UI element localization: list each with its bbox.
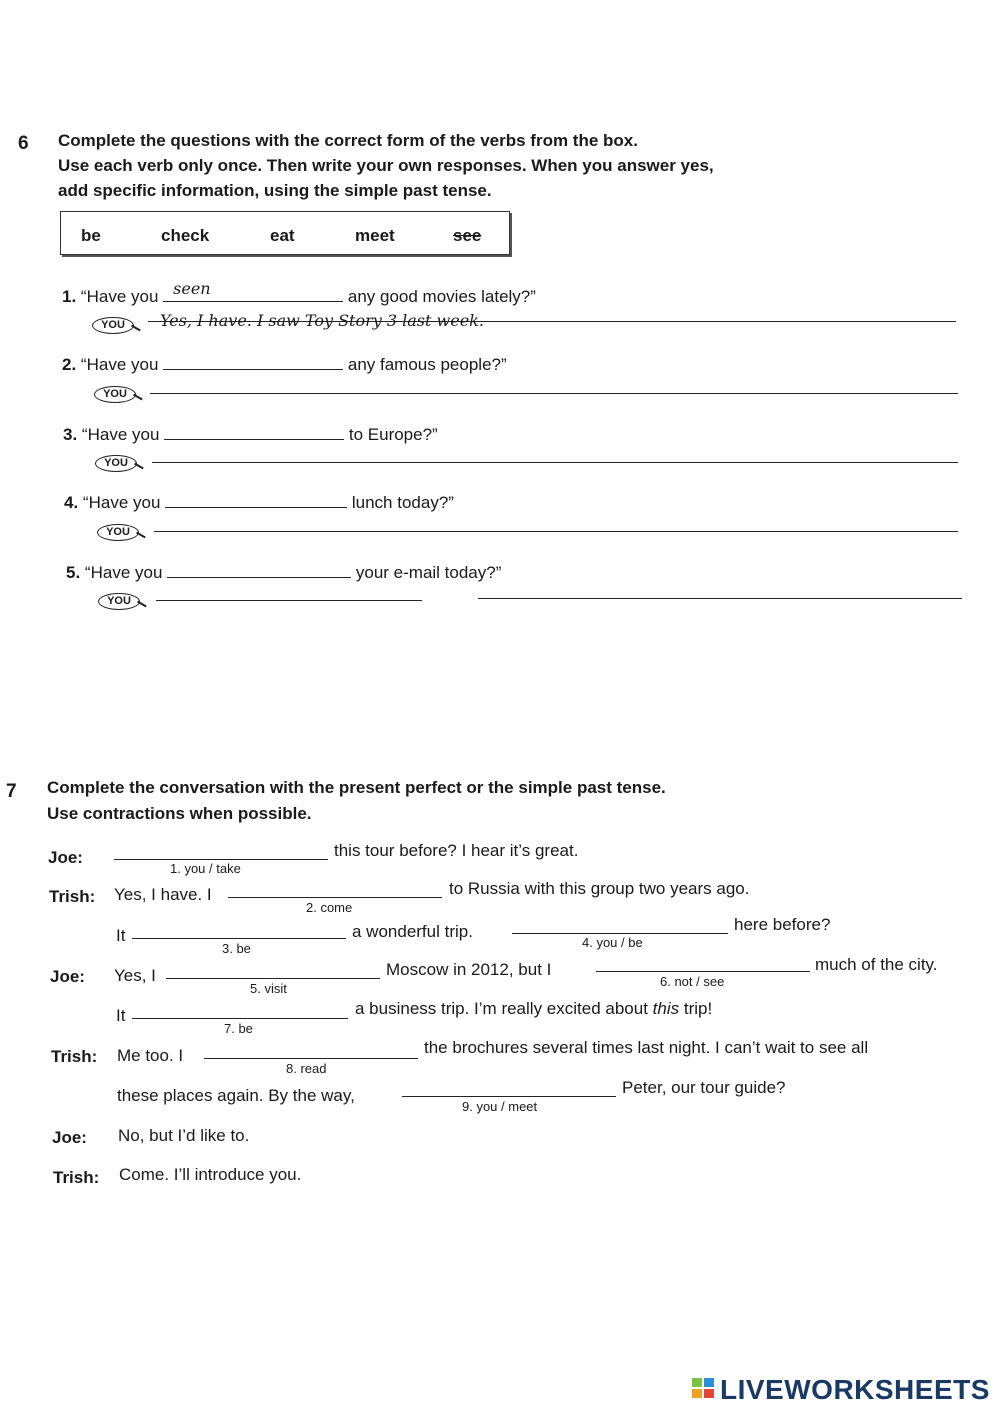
exercise-6-instruction-3: add specific information, using the simple past tense. bbox=[58, 181, 492, 200]
line-2-before: Yes, I have. I bbox=[114, 885, 212, 904]
question-4-blank[interactable] bbox=[165, 491, 347, 508]
line-5-after-b: trip! bbox=[679, 999, 713, 1018]
hint-8: 8. read bbox=[286, 1061, 327, 1076]
question-5-suffix: your e-mail today?” bbox=[355, 563, 502, 582]
line-7-before: these places again. By the way, bbox=[117, 1086, 355, 1105]
exercise-6-number: 6 bbox=[18, 133, 29, 154]
response-4-line[interactable] bbox=[154, 531, 958, 532]
line-1-text: this tour before? I hear it’s great. bbox=[334, 841, 579, 860]
blank-4[interactable] bbox=[512, 933, 728, 934]
speaker-joe-2: Joe: bbox=[50, 967, 85, 986]
line-5-after-a: a business trip. I’m really excited about bbox=[355, 999, 653, 1018]
you-badge-4: YOU bbox=[97, 524, 139, 541]
hint-7: 7. be bbox=[224, 1021, 253, 1036]
blank-7[interactable] bbox=[132, 1018, 348, 1019]
you-badge-2: YOU bbox=[94, 386, 136, 403]
speaker-trish-1: Trish: bbox=[49, 887, 96, 906]
line-5-emphasis: this bbox=[652, 999, 680, 1018]
question-1-prefix: “Have you bbox=[80, 287, 159, 306]
line-3-mid: a wonderful trip. bbox=[352, 922, 473, 941]
question-1-answer: seen bbox=[173, 279, 211, 298]
verb-meet: meet bbox=[355, 226, 395, 245]
question-2-prefix: “Have you bbox=[80, 355, 159, 374]
line-7-after: Peter, our tour guide? bbox=[622, 1078, 786, 1097]
exercise-7-instruction-1: Complete the conversation with the present perfect or the simple past tense. bbox=[47, 778, 666, 797]
line-5-after bbox=[355, 999, 712, 1019]
line-2-after: to Russia with this group two years ago. bbox=[449, 879, 750, 898]
liveworksheets-logo: LIVEWORKSHEETS bbox=[720, 1374, 990, 1405]
question-2-suffix: any famous people?” bbox=[347, 355, 507, 374]
you-badge-3: YOU bbox=[95, 455, 137, 472]
blank-2[interactable] bbox=[228, 897, 442, 898]
hint-4: 4. you / be bbox=[582, 935, 643, 950]
question-1-number: 1. bbox=[62, 287, 77, 306]
exercise-7-instruction-2: Use contractions when possible. bbox=[47, 804, 312, 823]
question-2-number: 2. bbox=[62, 355, 77, 374]
liveworksheets-logo-icon bbox=[692, 1378, 716, 1400]
line-4-before: Yes, I bbox=[114, 966, 156, 985]
verb-be: be bbox=[81, 226, 101, 245]
question-3-number: 3. bbox=[63, 425, 78, 444]
exercise-6-instruction-2: Use each verb only once. Then write your own responses. When you answer yes, bbox=[58, 156, 714, 175]
line-8-text: No, but I’d like to. bbox=[118, 1126, 250, 1145]
line-3-after: here before? bbox=[734, 915, 831, 934]
question-4 bbox=[64, 491, 454, 513]
question-5 bbox=[66, 561, 501, 583]
line-5-before: It bbox=[116, 1006, 126, 1025]
hint-6: 6. not / see bbox=[660, 974, 725, 989]
question-5-blank[interactable] bbox=[167, 561, 351, 578]
speaker-trish-3: Trish: bbox=[53, 1168, 100, 1187]
response-3-line[interactable] bbox=[152, 462, 958, 463]
question-1-blank[interactable] bbox=[163, 279, 343, 302]
question-3-prefix: “Have you bbox=[81, 425, 160, 444]
question-3 bbox=[63, 423, 438, 445]
question-3-blank[interactable] bbox=[164, 423, 344, 440]
blank-1[interactable] bbox=[114, 859, 328, 860]
blank-9[interactable] bbox=[402, 1096, 616, 1097]
question-5-prefix: “Have you bbox=[84, 563, 163, 582]
question-2-blank[interactable] bbox=[163, 353, 343, 370]
question-4-number: 4. bbox=[64, 493, 79, 512]
question-2 bbox=[62, 353, 507, 375]
response-2-line[interactable] bbox=[150, 393, 958, 394]
question-3-suffix: to Europe?” bbox=[348, 425, 438, 444]
speaker-joe-1: Joe: bbox=[48, 848, 83, 867]
verb-box bbox=[60, 211, 510, 255]
exercise-7-number: 7 bbox=[6, 781, 17, 802]
exercise-6-instruction-1: Complete the questions with the correct form of the verbs from the box. bbox=[58, 131, 638, 150]
line-3-before: It bbox=[116, 926, 126, 945]
speaker-joe-3: Joe: bbox=[52, 1128, 87, 1147]
line-6-before: Me too. I bbox=[117, 1046, 184, 1065]
hint-1: 1. you / take bbox=[170, 861, 241, 876]
verb-check: check bbox=[161, 226, 210, 245]
response-1-text: Yes, I have. I saw Toy Story 3 last week. bbox=[160, 311, 484, 330]
response-5-line-a[interactable] bbox=[156, 600, 422, 601]
question-4-prefix: “Have you bbox=[82, 493, 161, 512]
you-badge-5: YOU bbox=[98, 593, 140, 610]
blank-5[interactable] bbox=[166, 978, 380, 979]
verb-see: see bbox=[453, 226, 482, 245]
blank-8[interactable] bbox=[204, 1058, 418, 1059]
question-1 bbox=[62, 279, 536, 307]
hint-3: 3. be bbox=[222, 941, 251, 956]
hint-5: 5. visit bbox=[250, 981, 287, 996]
you-badge-1: YOU bbox=[92, 317, 134, 334]
question-1-suffix: any good movies lately?” bbox=[347, 287, 536, 306]
question-5-number: 5. bbox=[66, 563, 81, 582]
blank-6[interactable] bbox=[596, 971, 810, 972]
line-9-text: Come. I’ll introduce you. bbox=[119, 1165, 302, 1184]
verb-eat: eat bbox=[270, 226, 295, 245]
hint-2: 2. come bbox=[306, 900, 353, 915]
line-4-after: much of the city. bbox=[815, 955, 938, 974]
speaker-trish-2: Trish: bbox=[51, 1047, 98, 1066]
response-5-line-b[interactable] bbox=[478, 598, 962, 599]
hint-9: 9. you / meet bbox=[462, 1099, 538, 1114]
blank-3[interactable] bbox=[132, 938, 346, 939]
line-4-mid: Moscow in 2012, but I bbox=[386, 960, 552, 979]
line-6-after: the brochures several times last night. I can’t wait to see all bbox=[424, 1038, 869, 1057]
question-4-suffix: lunch today?” bbox=[351, 493, 454, 512]
